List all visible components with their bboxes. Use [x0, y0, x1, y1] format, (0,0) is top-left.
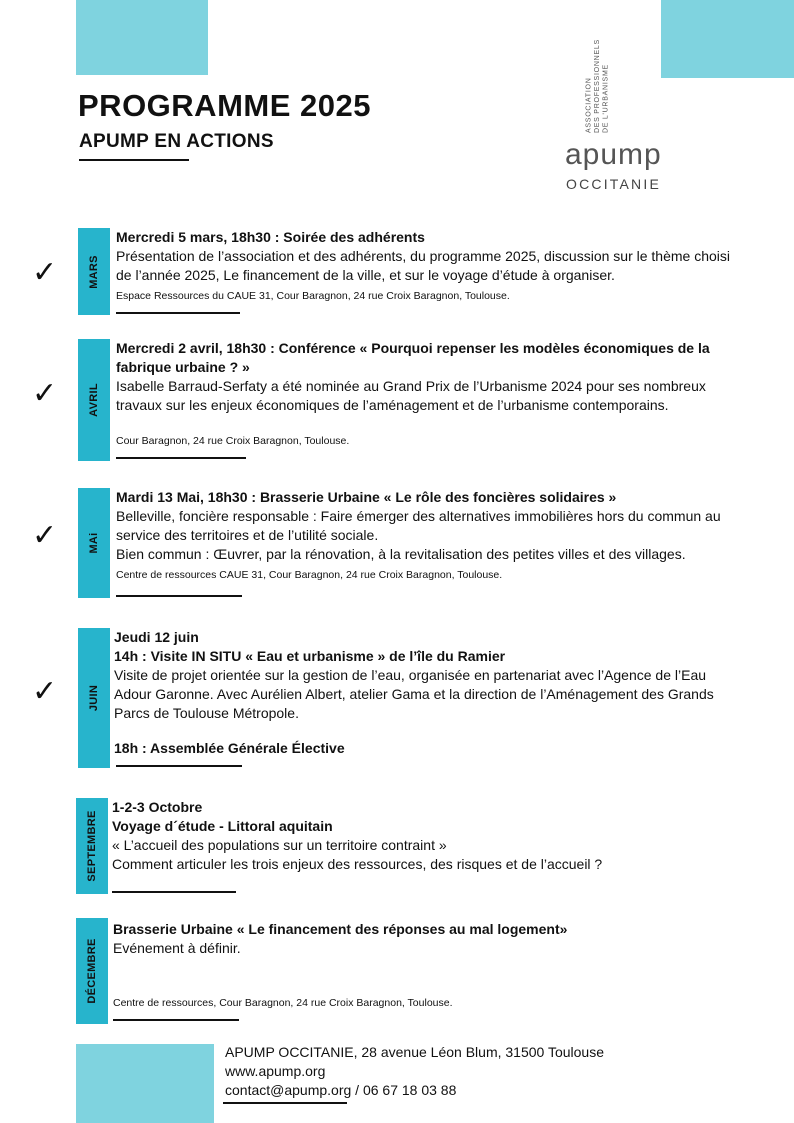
logo-line-3: DE L'URBANISME — [602, 64, 610, 134]
footer-divider — [223, 1102, 347, 1104]
event-divider — [116, 595, 242, 597]
month-band-avril — [78, 339, 110, 461]
month-label-mai: MAi — [88, 532, 100, 554]
event-date: 1-2-3 Octobre — [112, 799, 203, 815]
footer-contact — [225, 1043, 604, 1100]
event-septembre — [112, 798, 732, 874]
event-heading: Mercredi 2 avril, 18h30 : Conférence « Pourquoi repenser les modèles économiques de la fabrique urbaine ? » — [116, 340, 710, 375]
event-divider — [116, 457, 246, 459]
logo-line-1: ASSOCIATION — [585, 77, 593, 134]
logo-line-2: DES PROFESSIONNELS — [593, 39, 601, 134]
event-heading: Mardi 13 Mai, 18h30 : Brasserie Urbaine « Le rôle des foncières solidaires » — [116, 489, 617, 505]
event-heading: Voyage d´étude - Littoral aquitain — [112, 818, 333, 834]
check-icon: ✓ — [32, 675, 58, 708]
apump-logo — [560, 28, 680, 198]
event-location: Centre de ressources CAUE 31, Cour Baragnon, 24 rue Croix Baragnon, Toulouse. — [116, 569, 503, 581]
event-description: Présentation de l’association et des adhérents, du programme 2025, discussion sur le thème choisi de l’année 2025, Le financement de la ville, et sur le voyage d’étude à organiser. — [116, 248, 731, 283]
page-subtitle: APUMP EN ACTIONS — [79, 131, 274, 152]
check-icon: ✓ — [32, 256, 58, 289]
event-location: Espace Ressources du CAUE 31, Cour Baragnon, 24 rue Croix Baragnon, Toulouse. — [116, 290, 510, 302]
event-juin — [114, 628, 744, 758]
event-avril — [116, 339, 736, 451]
event-description: Belleville, foncière responsable : Faire émerger des alternatives immobilières hors du commun au service des territoires et de l’utilité sociale. — [116, 508, 721, 543]
event-divider — [116, 765, 242, 767]
event-date: Jeudi 12 juin — [114, 629, 199, 645]
event-divider — [112, 891, 236, 893]
event-description: « L’accueil des populations sur un territoire contraint » — [112, 837, 447, 853]
check-icon: ✓ — [32, 377, 58, 410]
event-description: Evénement à définir. — [113, 940, 241, 956]
decor-block-footer — [76, 1044, 214, 1123]
month-label-juin: JUIN — [88, 684, 100, 712]
logo-tagline — [583, 32, 611, 137]
month-band-mai — [78, 488, 110, 598]
month-label-avril: AVRIL — [88, 383, 100, 417]
event-divider — [113, 1019, 239, 1021]
footer-email-phone[interactable]: contact@apump.org / 06 67 18 03 88 — [225, 1082, 457, 1098]
footer-address: APUMP OCCITANIE, 28 avenue Léon Blum, 31500 Toulouse — [225, 1044, 604, 1060]
month-label-mars: MARS — [88, 254, 100, 289]
event-heading: Brasserie Urbaine « Le financement des réponses au mal logement» — [113, 921, 568, 937]
event-decembre — [113, 920, 733, 1013]
event-heading-2: 18h : Assemblée Générale Élective — [114, 740, 345, 756]
event-mai — [116, 488, 736, 585]
month-band-mars — [78, 228, 110, 315]
event-description-2: Bien commun : Œuvrer, par la rénovation, à la revitalisation des petites villes et des villages. — [116, 546, 686, 562]
month-band-septembre — [76, 798, 108, 894]
month-label-septembre: SEPTEMBRE — [86, 810, 98, 882]
check-icon: ✓ — [32, 519, 58, 552]
event-heading: 14h : Visite IN SITU « Eau et urbanisme » de l’île du Ramier — [114, 648, 506, 664]
month-label-decembre: DÉCEMBRE — [86, 938, 98, 1004]
month-band-decembre — [76, 918, 108, 1024]
subtitle-underline — [79, 159, 189, 161]
logo-wordmark: apump — [565, 138, 662, 171]
logo-region: OCCITANIE — [566, 176, 661, 192]
event-description-2: Comment articuler les trois enjeux des ressources, des risques et de l’accueil ? — [112, 856, 603, 872]
month-band-juin — [78, 628, 110, 768]
event-mars — [116, 228, 736, 306]
event-description: Visite de projet orientée sur la gestion de l’eau, organisée en partenariat avec l’Agence de l’Eau Adour Garonne. Avec Aurélien Albert, atelier Gama et la direction de l’Aménagement des Grands Parcs de Toulouse Métropole. — [114, 667, 714, 721]
page-title: PROGRAMME 2025 — [78, 88, 371, 123]
event-divider — [116, 312, 240, 314]
decor-block-top-left — [76, 0, 208, 75]
event-location: Centre de ressources, Cour Baragnon, 24 rue Croix Baragnon, Toulouse. — [113, 997, 453, 1009]
decor-block-top-right — [661, 0, 794, 78]
footer-website[interactable]: www.apump.org — [225, 1063, 326, 1079]
event-location: Cour Baragnon, 24 rue Croix Baragnon, Toulouse. — [116, 435, 350, 447]
event-description: Isabelle Barraud-Serfaty a été nominée au Grand Prix de l’Urbanisme 2024 pour ses nombreux travaux sur les enjeux économiques de l’aménagement et de l’urbanisme contemporains. — [116, 378, 706, 413]
event-heading: Mercredi 5 mars, 18h30 : Soirée des adhérents — [116, 229, 425, 245]
